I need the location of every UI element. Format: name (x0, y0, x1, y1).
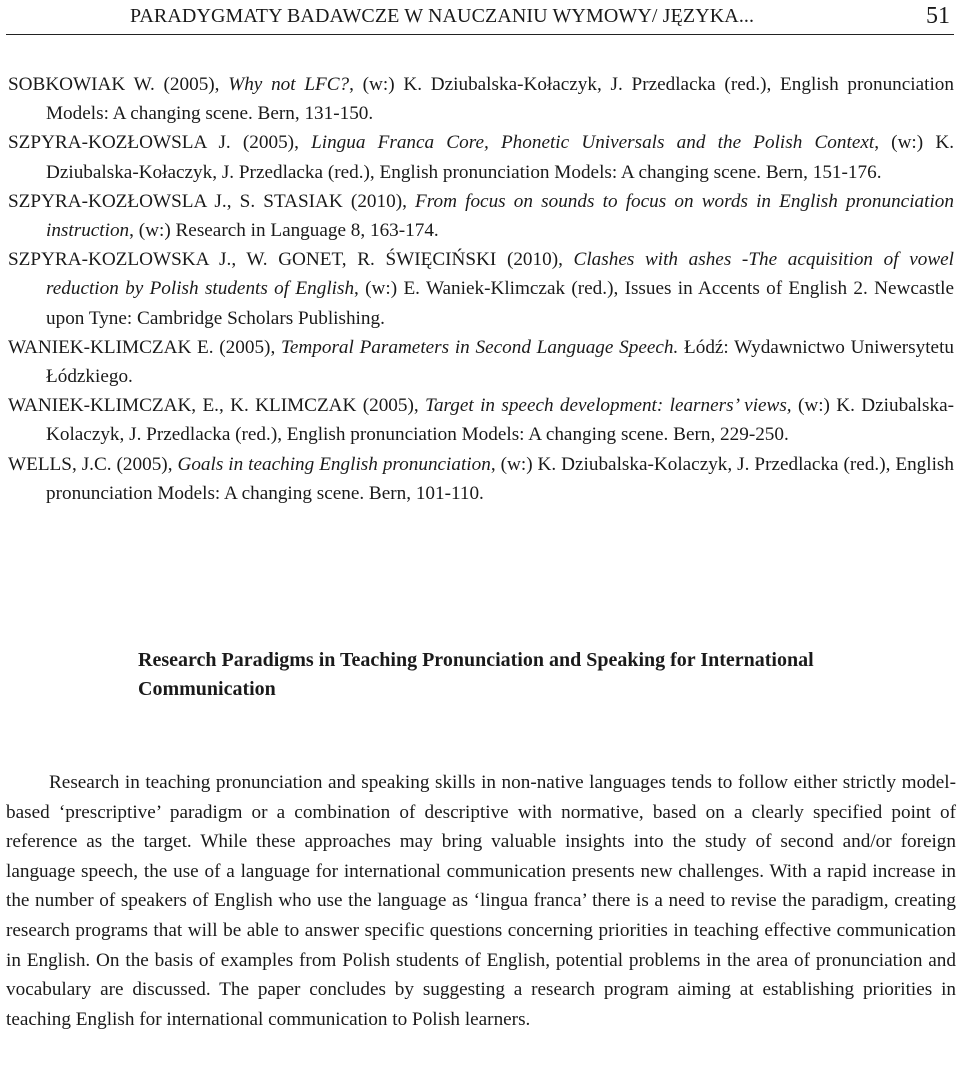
reference-list (8, 70, 954, 508)
ref-title: Why not LFC? (228, 74, 350, 95)
reference-entry (8, 70, 954, 128)
reference-entry (8, 187, 954, 245)
ref-source: , (w:) K. Dziubalska-Kołaczyk, J. Przedlacka (red.), English pronunciation Models: A changing scene. Bern, 151-176. (46, 132, 954, 183)
ref-title: Target in speech development: learners’ views, (425, 395, 792, 417)
ref-title: Temporal Parameters in Second Language Speech. (280, 336, 679, 358)
running-title: PARADYGMATY BADAWCZE W NAUCZANIU WYMOWY/ JĘZYKA... (130, 5, 755, 27)
reference-entry (8, 391, 954, 449)
abstract-body: Research in teaching pronunciation and speaking skills in non-native languages tends to follow either strictly model-based ‘prescriptive’ paradigm or a combination of descriptive with normative, based on a clearly specified point of reference as the target. While these approaches may bring valuable insights into the study of second and/or foreign language speech, the use of a language for international communication presents new challenges. With a rapid increase in the number of speakers of English who use the language as ‘lingua franca’ there is a need to revise the paradigm, creating research programs that will be able to answer specific questions concerning priorities in teaching effective communication in English. On the basis of examples from Polish students of English, potential problems in the area of pronunciation and vocabulary are discussed. The paper concludes by suggesting a research program aiming at establishing priorities in teaching English for international communication to Polish learners. (6, 772, 956, 1030)
reference-entry (8, 128, 954, 186)
ref-source: (w:) K. Dziubalska-Kolaczyk, J. Przedlacka (red.), English pronunciation Models: A changing scene. Bern, 229-250. (46, 395, 954, 446)
ref-source: , (w:) Research in Language 8, 163-174. (129, 220, 439, 242)
ref-title: Clashes with ashes -The acquisition of vowel reduction by Polish students of English (46, 249, 954, 300)
ref-title: From focus on sounds to focus on words in English pronunciation instruction (46, 190, 954, 242)
running-header (6, 4, 954, 35)
ref-authors: SOBKOWIAK W. (2005), (8, 74, 229, 95)
ref-authors: SZPYRA-KOZŁOWSLA J. (2005), (8, 132, 312, 154)
ref-authors: SZPYRA-KOZŁOWSLA J., S. STASIAK (2010), (8, 190, 416, 212)
abstract-title: Research Paradigms in Teaching Pronunciation and Speaking for International Communication (138, 649, 814, 700)
ref-authors: WANIEK-KLIMCZAK, E., K. KLIMCZAK (2005), (8, 395, 426, 417)
reference-entry (8, 245, 954, 333)
ref-authors: SZPYRA-KOZLOWSKA J., W. GONET, R. ŚWIĘCIŃSKI (2010), (8, 249, 574, 271)
ref-title: Lingua Franca Core, Phonetic Universals and the Polish Context (311, 132, 875, 154)
ref-source: , (w:) K. Dziubalska-Kołaczyk, J. Przedlacka (red.), English pronunciation Models: A changing scene. Bern, 131-150. (46, 74, 954, 125)
ref-title: Goals in teaching English pronunciation (177, 453, 491, 475)
page-number: 51 (926, 3, 950, 29)
reference-entry (8, 450, 954, 508)
reference-entry (8, 333, 954, 391)
ref-authors: WANIEK-KLIMCZAK E. (2005), (8, 336, 281, 358)
ref-source: , (w:) K. Dziubalska-Kolaczyk, J. Przedlacka (red.), English pronunciation Models: A changing scene. Bern, 101-110. (46, 453, 954, 504)
ref-source: , (w:) E. Waniek-Klimczak (red.), Issues in Accents of English 2. Newcastle upon Tyne: Cambridge Scholars Publishing. (46, 278, 954, 329)
ref-authors: WELLS, J.C. (2005), (8, 453, 178, 475)
ref-source: Łódź: Wydawnictwo Uniwersytetu Łódzkiego. (46, 336, 954, 388)
